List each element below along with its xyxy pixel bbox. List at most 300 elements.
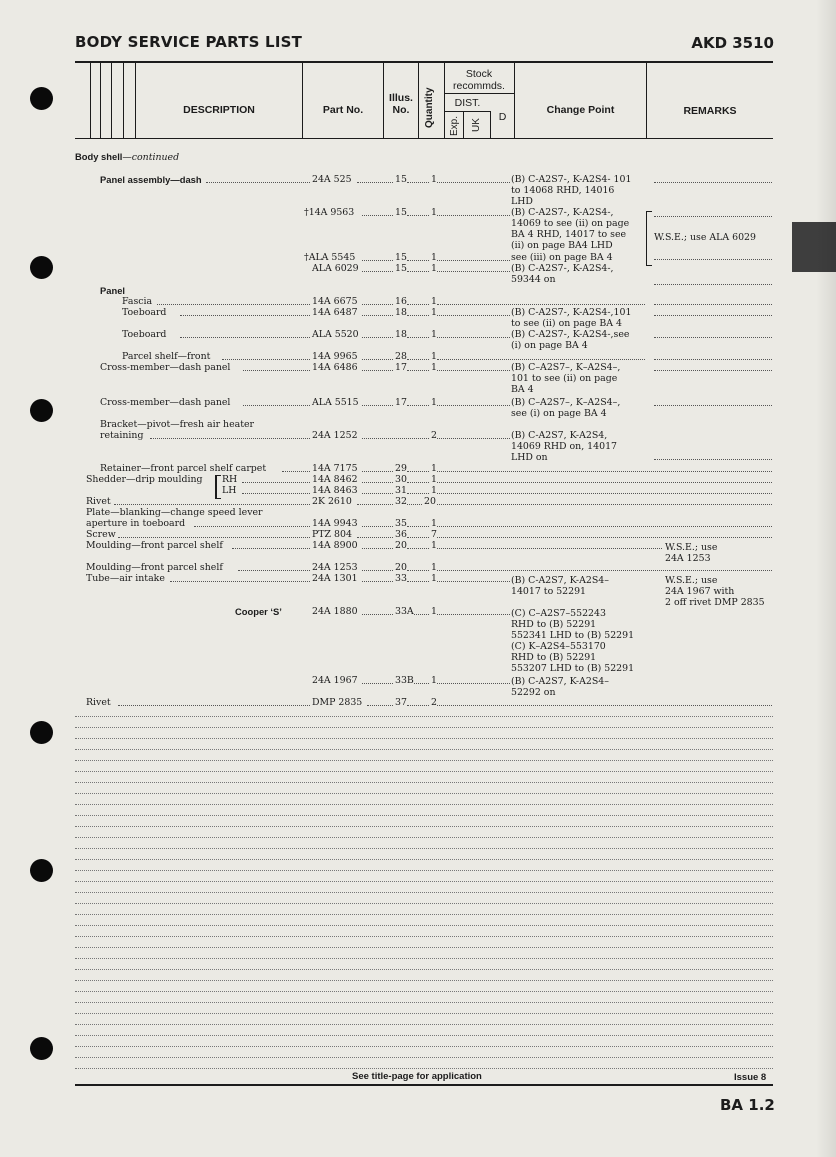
row-part-no: 24A 1967 <box>312 675 358 686</box>
row-illus-no: 17 <box>395 362 407 373</box>
remarks-line <box>654 182 772 183</box>
leader-dots <box>357 182 393 183</box>
column-divider <box>135 63 136 138</box>
binder-hole <box>30 256 53 279</box>
row-description: Parcel shelf—front <box>122 351 211 362</box>
leader-dots <box>414 614 429 615</box>
page-edge-shadow <box>816 0 836 1157</box>
leader-dots <box>437 271 510 272</box>
leader-dots <box>170 581 310 582</box>
leader-dots <box>362 304 393 305</box>
leader-dots <box>407 359 429 360</box>
illus-no-header: Illus. No. <box>389 92 413 116</box>
row-change-point: 14069 RHD on, 14017 <box>511 441 617 452</box>
leader-dots <box>407 504 422 505</box>
row-description: Rivet <box>86 697 111 708</box>
leader-dots <box>362 271 393 272</box>
document-code: AKD 3510 <box>691 34 774 52</box>
row-part-no: ALA 5520 <box>312 329 359 340</box>
leader-dots <box>407 405 429 406</box>
leader-dots <box>232 548 310 549</box>
leader-dots <box>437 471 772 472</box>
row-illus-no: 32 <box>395 496 407 507</box>
leader-dots <box>437 570 772 571</box>
leader-dots <box>357 537 393 538</box>
leader-dots <box>437 438 510 439</box>
ruled-line <box>75 925 773 926</box>
ruled-line <box>75 859 773 860</box>
leader-dots <box>362 493 393 494</box>
row-description: Toeboard <box>122 307 167 318</box>
row-quantity: 1 <box>431 485 437 496</box>
header-rule-top <box>75 61 773 63</box>
row-change-point: (C) K–A2S4–553170 <box>511 641 606 652</box>
ruled-line <box>75 958 773 959</box>
row-change-point: (C) C–A2S7–552243 <box>511 608 606 619</box>
row-illus-no: 36 <box>395 529 407 540</box>
row-change-point: (B) C-A2S7, K-A2S4– <box>511 575 609 586</box>
row-change-point: see (iii) on page BA 4 <box>511 252 613 263</box>
leader-dots <box>407 271 429 272</box>
row-description: Fascia <box>122 296 153 307</box>
subheading-panel: Panel <box>100 285 126 296</box>
leader-dots <box>362 581 393 582</box>
row-part-no: 24A 1253 <box>312 562 358 573</box>
leader-dots <box>437 504 772 505</box>
row-part-no: †ALA 5545 <box>304 252 356 263</box>
ruled-line <box>75 991 773 992</box>
ruled-line <box>75 1057 773 1058</box>
leader-dots <box>118 705 310 706</box>
row-quantity: 20 <box>424 496 436 507</box>
leader-dots <box>437 526 772 527</box>
ruled-line <box>75 903 773 904</box>
ruled-line <box>75 936 773 937</box>
leader-dots <box>362 526 393 527</box>
row-illus-no: 15 <box>395 207 407 218</box>
row-change-point: 14017 to 52291 <box>511 586 587 597</box>
leader-dots <box>407 537 429 538</box>
row-illus-no: 33B <box>395 675 414 686</box>
row-quantity: 1 <box>431 296 437 307</box>
row-part-no: 14A 6675 <box>312 296 358 307</box>
binder-hole <box>30 399 53 422</box>
row-part-no: 14A 6487 <box>312 307 358 318</box>
section-title: Body shell <box>75 151 123 162</box>
leader-dots <box>407 315 429 316</box>
dist-header: DIST. <box>454 97 481 109</box>
ruled-line <box>75 892 773 893</box>
leader-dots <box>437 548 662 549</box>
row-part-no: ALA 5515 <box>312 397 359 408</box>
row-quantity: 2 <box>431 430 437 441</box>
row-remark: W.S.E.; use <box>665 542 718 553</box>
leader-dots <box>407 705 429 706</box>
row-quantity: 1 <box>431 463 437 474</box>
leader-dots <box>243 405 310 406</box>
leader-dots <box>367 705 393 706</box>
row-change-point: 552341 LHD to (B) 52291 <box>511 630 635 641</box>
row-illus-no: 15 <box>395 174 407 185</box>
row-part-no: 24A 525 <box>312 174 352 185</box>
stock-header: Stock recommds. <box>453 68 505 92</box>
row-description: Moulding—front parcel shelf <box>86 562 223 573</box>
section-heading <box>75 151 179 163</box>
row-quantity: 1 <box>431 362 437 373</box>
row-change-point: (i) on page BA 4 <box>511 340 588 351</box>
exp-header: Exp. <box>449 115 460 136</box>
row-description: Cooper ‘S’ <box>235 606 282 617</box>
row-illus-no: 17 <box>395 397 407 408</box>
column-divider <box>418 63 419 138</box>
row-illus-no: 28 <box>395 351 407 362</box>
leader-dots <box>118 537 310 538</box>
ruled-line <box>75 837 773 838</box>
row-description: Moulding—front parcel shelf <box>86 540 223 551</box>
leader-dots <box>180 315 310 316</box>
row-illus-no: 15 <box>395 252 407 263</box>
row-illus-no: 16 <box>395 296 407 307</box>
leader-dots <box>362 548 393 549</box>
row-change-point: (B) C-A2S7, K-A2S4– <box>511 676 609 687</box>
leader-dots <box>362 438 429 439</box>
row-description: Retainer—front parcel shelf carpet <box>100 463 267 474</box>
row-quantity: 1 <box>431 675 437 686</box>
row-illus-no: 20 <box>395 562 407 573</box>
row-description: Screw <box>86 529 116 540</box>
side-rh: RH <box>222 474 238 485</box>
row-description: Shedder—drip moulding <box>86 474 203 485</box>
row-part-no: 14A 8463 <box>312 485 358 496</box>
row-part-no: †14A 9563 <box>304 207 355 218</box>
leader-dots <box>437 182 510 183</box>
row-part-no: 14A 8900 <box>312 540 358 551</box>
leader-dots <box>407 570 429 571</box>
leader-dots <box>407 337 429 338</box>
leader-dots <box>407 493 429 494</box>
leader-dots <box>407 260 429 261</box>
row-remark: W.S.E.; use <box>665 575 718 586</box>
leader-dots <box>414 683 429 684</box>
row-part-no: ALA 6029 <box>312 263 359 274</box>
ruled-line <box>75 749 773 750</box>
row-quantity: 1 <box>431 474 437 485</box>
quantity-header: Quantity <box>424 87 435 128</box>
remark-bracket <box>646 211 652 266</box>
leader-dots <box>362 359 393 360</box>
row-description: Bracket—pivot—fresh air heater <box>100 419 255 430</box>
row-remark: W.S.E.; use ALA 6029 <box>654 232 756 243</box>
row-part-no: 14A 6486 <box>312 362 358 373</box>
row-part-no: 14A 9943 <box>312 518 358 529</box>
row-description: Cross-member—dash panel <box>100 397 231 408</box>
row-illus-no: 30 <box>395 474 407 485</box>
ruled-line <box>75 947 773 948</box>
leader-dots <box>238 570 310 571</box>
change-point-header: Change Point <box>546 104 615 116</box>
remarks-line <box>654 304 772 305</box>
leader-dots <box>407 526 429 527</box>
ruled-line <box>75 848 773 849</box>
leader-dots <box>407 471 429 472</box>
leader-dots <box>437 705 772 706</box>
row-quantity: 1 <box>431 207 437 218</box>
leader-dots <box>437 405 510 406</box>
leader-dots <box>362 405 393 406</box>
row-remark: 24A 1967 with <box>665 586 735 597</box>
row-quantity: 1 <box>431 573 437 584</box>
row-change-point: (B) C-A2S7-, K-A2S4-, <box>511 207 614 218</box>
row-change-point: LHD <box>511 196 533 207</box>
ruled-line <box>75 716 773 717</box>
ruled-line <box>75 804 773 805</box>
binder-hole <box>30 1037 53 1060</box>
row-quantity: 1 <box>431 351 437 362</box>
row-illus-no: 18 <box>395 307 407 318</box>
ruled-line <box>75 1002 773 1003</box>
ruled-line <box>75 771 773 772</box>
ruled-line <box>75 760 773 761</box>
row-change-point: RHD to (B) 52291 <box>511 619 597 630</box>
leader-dots <box>222 359 310 360</box>
leader-dots <box>437 493 772 494</box>
leader-dots <box>437 537 772 538</box>
row-change-point: 101 to see (ii) on page <box>511 373 618 384</box>
leader-dots <box>407 304 429 305</box>
leader-dots <box>362 260 393 261</box>
row-remark: 24A 1253 <box>665 553 711 564</box>
leader-dots <box>357 504 393 505</box>
leader-dots <box>437 683 510 684</box>
binder-hole <box>30 721 53 744</box>
row-change-point: see (i) on page BA 4 <box>511 408 607 419</box>
stock-subrule <box>444 93 514 94</box>
row-illus-no: 20 <box>395 540 407 551</box>
ruled-line <box>75 881 773 882</box>
row-part-no: 24A 1252 <box>312 430 358 441</box>
row-change-point: BA 4 RHD, 14017 to see <box>511 229 627 240</box>
row-change-point: (B) C-A2S7-, K-A2S4-,see <box>511 329 630 340</box>
leader-dots <box>437 359 645 360</box>
row-description: Cross-member—dash panel <box>100 362 231 373</box>
row-illus-no: 18 <box>395 329 407 340</box>
row-change-point: 59344 on <box>511 274 556 285</box>
column-divider <box>463 111 464 138</box>
row-part-no: 24A 1880 <box>312 606 358 617</box>
row-quantity: 1 <box>431 307 437 318</box>
leader-dots <box>243 370 310 371</box>
leader-dots <box>242 482 310 483</box>
ruled-line <box>75 969 773 970</box>
page-title: BODY SERVICE PARTS LIST <box>75 33 303 51</box>
ruled-line <box>75 980 773 981</box>
row-part-no: DMP 2835 <box>312 697 363 708</box>
row-change-point: (B) C-A2S7-, K-A2S4-,101 <box>511 307 632 318</box>
row-change-point: to see (ii) on page BA 4 <box>511 318 622 329</box>
ruled-line <box>75 826 773 827</box>
row-part-no: 14A 9965 <box>312 351 358 362</box>
leader-dots <box>437 370 510 371</box>
leader-dots <box>206 182 310 183</box>
leader-dots <box>362 215 393 216</box>
leader-dots <box>362 683 393 684</box>
ruled-line <box>75 1035 773 1036</box>
row-illus-no: 15 <box>395 263 407 274</box>
row-change-point: (B) C-A2S7, K-A2S4, <box>511 430 608 441</box>
row-illus-no: 33A <box>395 606 414 617</box>
leader-dots <box>407 581 429 582</box>
leader-dots <box>362 337 393 338</box>
ruled-line <box>75 782 773 783</box>
row-illus-no: 33 <box>395 573 407 584</box>
row-change-point: (B) C-A2S7-, K-A2S4- 101 <box>511 174 632 185</box>
row-quantity: 7 <box>431 529 437 540</box>
binder-hole <box>30 859 53 882</box>
leader-dots <box>362 315 393 316</box>
remarks-line <box>654 337 772 338</box>
leader-dots <box>282 471 310 472</box>
leader-dots <box>114 504 310 505</box>
remarks-line <box>654 315 772 316</box>
row-change-point: 14069 to see (ii) on page <box>511 218 630 229</box>
column-divider <box>646 63 647 138</box>
leader-dots <box>362 614 393 615</box>
page-reference: BA 1.2 <box>720 1096 775 1114</box>
ruled-line <box>75 727 773 728</box>
leader-dots <box>437 260 510 261</box>
row-description: retaining <box>100 430 144 441</box>
leader-dots <box>407 548 429 549</box>
leader-dots <box>194 526 310 527</box>
leader-dots <box>437 581 510 582</box>
row-quantity: 1 <box>431 606 437 617</box>
row-description: Plate—blanking—change speed lever <box>86 507 263 518</box>
ruled-line <box>75 1013 773 1014</box>
part-no-header: Part No. <box>322 104 364 116</box>
column-divider <box>111 63 112 138</box>
leader-dots <box>362 471 393 472</box>
uk-header: UK <box>471 118 482 132</box>
leader-dots <box>407 182 429 183</box>
leader-dots <box>437 614 510 615</box>
ruled-line <box>75 738 773 739</box>
remarks-line <box>654 259 772 260</box>
binder-hole <box>30 87 53 110</box>
issue-number: Issue 8 <box>734 1072 767 1083</box>
row-change-point: (ii) on page BA4 LHD <box>511 240 613 251</box>
row-illus-no: 31 <box>395 485 407 496</box>
column-divider <box>123 63 124 138</box>
leader-dots <box>437 215 510 216</box>
dist-subrule <box>444 111 490 112</box>
row-quantity: 1 <box>431 252 437 263</box>
remarks-line <box>654 405 772 406</box>
leader-dots <box>362 370 393 371</box>
row-description: Toeboard <box>122 329 167 340</box>
row-illus-no: 29 <box>395 463 407 474</box>
column-divider <box>90 63 91 138</box>
description-header: DESCRIPTION <box>183 104 255 116</box>
leader-dots <box>437 337 510 338</box>
leader-dots <box>437 482 772 483</box>
side-lh: LH <box>222 485 237 496</box>
ruled-line <box>75 870 773 871</box>
leader-dots <box>437 304 645 305</box>
remarks-line <box>654 459 772 460</box>
row-quantity: 1 <box>431 540 437 551</box>
leader-dots <box>407 215 429 216</box>
row-description: Tube—air intake <box>86 573 165 584</box>
leader-dots <box>242 493 310 494</box>
leader-dots <box>407 482 429 483</box>
section-continued: —continued <box>122 152 180 163</box>
leader-dots <box>437 315 510 316</box>
row-illus-no: 35 <box>395 518 407 529</box>
ruled-line <box>75 815 773 816</box>
remarks-line <box>654 359 772 360</box>
rh-lh-bracket <box>215 475 221 499</box>
row-part-no: 14A 7175 <box>312 463 358 474</box>
footer-note: See title-page for application <box>352 1071 482 1082</box>
leader-dots <box>362 570 393 571</box>
row-quantity: 1 <box>431 263 437 274</box>
ruled-line <box>75 793 773 794</box>
row-change-point: (B) C–A2S7–, K–A2S4–, <box>511 397 621 408</box>
row-quantity: 1 <box>431 397 437 408</box>
ruled-line <box>75 1068 773 1069</box>
row-change-point: RHD to (B) 52291 <box>511 652 597 663</box>
row-quantity: 1 <box>431 174 437 185</box>
row-quantity: 1 <box>431 562 437 573</box>
row-change-point: to 14068 RHD, 14016 <box>511 185 615 196</box>
leader-dots <box>157 304 310 305</box>
ruled-line <box>75 914 773 915</box>
row-quantity: 1 <box>431 518 437 529</box>
row-quantity: 2 <box>431 697 437 708</box>
row-change-point: BA 4 <box>511 384 534 395</box>
row-description: aperture in toeboard <box>86 518 186 529</box>
row-change-point: (B) C-A2S7-, K-A2S4-, <box>511 263 614 274</box>
remarks-line <box>654 370 772 371</box>
row-quantity: 1 <box>431 329 437 340</box>
row-change-point: (B) C–A2S7–, K–A2S4–, <box>511 362 621 373</box>
footer-rule <box>75 1084 773 1086</box>
column-divider <box>100 63 101 138</box>
row-remark: 2 off rivet DMP 2835 <box>665 597 765 608</box>
row-illus-no: 37 <box>395 697 407 708</box>
leader-dots <box>180 337 310 338</box>
row-change-point: 553207 LHD to (B) 52291 <box>511 663 635 674</box>
row-part-no: 14A 8462 <box>312 474 358 485</box>
row-description: Rivet <box>86 496 111 507</box>
remarks-line <box>654 284 772 285</box>
leader-dots <box>362 482 393 483</box>
remarks-header: REMARKS <box>683 105 737 117</box>
column-divider <box>514 63 515 138</box>
ruled-line <box>75 1024 773 1025</box>
row-part-no: PTZ 804 <box>312 529 352 540</box>
row-change-point: LHD on <box>511 452 548 463</box>
header-rule-bottom <box>75 138 773 139</box>
leader-dots <box>407 370 429 371</box>
d-header: D <box>498 111 507 123</box>
remarks-line <box>654 216 772 217</box>
ruled-line <box>75 1046 773 1047</box>
row-change-point: 52292 on <box>511 687 556 698</box>
leader-dots <box>150 438 310 439</box>
row-description: Panel assembly—dash <box>100 174 202 185</box>
row-part-no: 24A 1301 <box>312 573 358 584</box>
